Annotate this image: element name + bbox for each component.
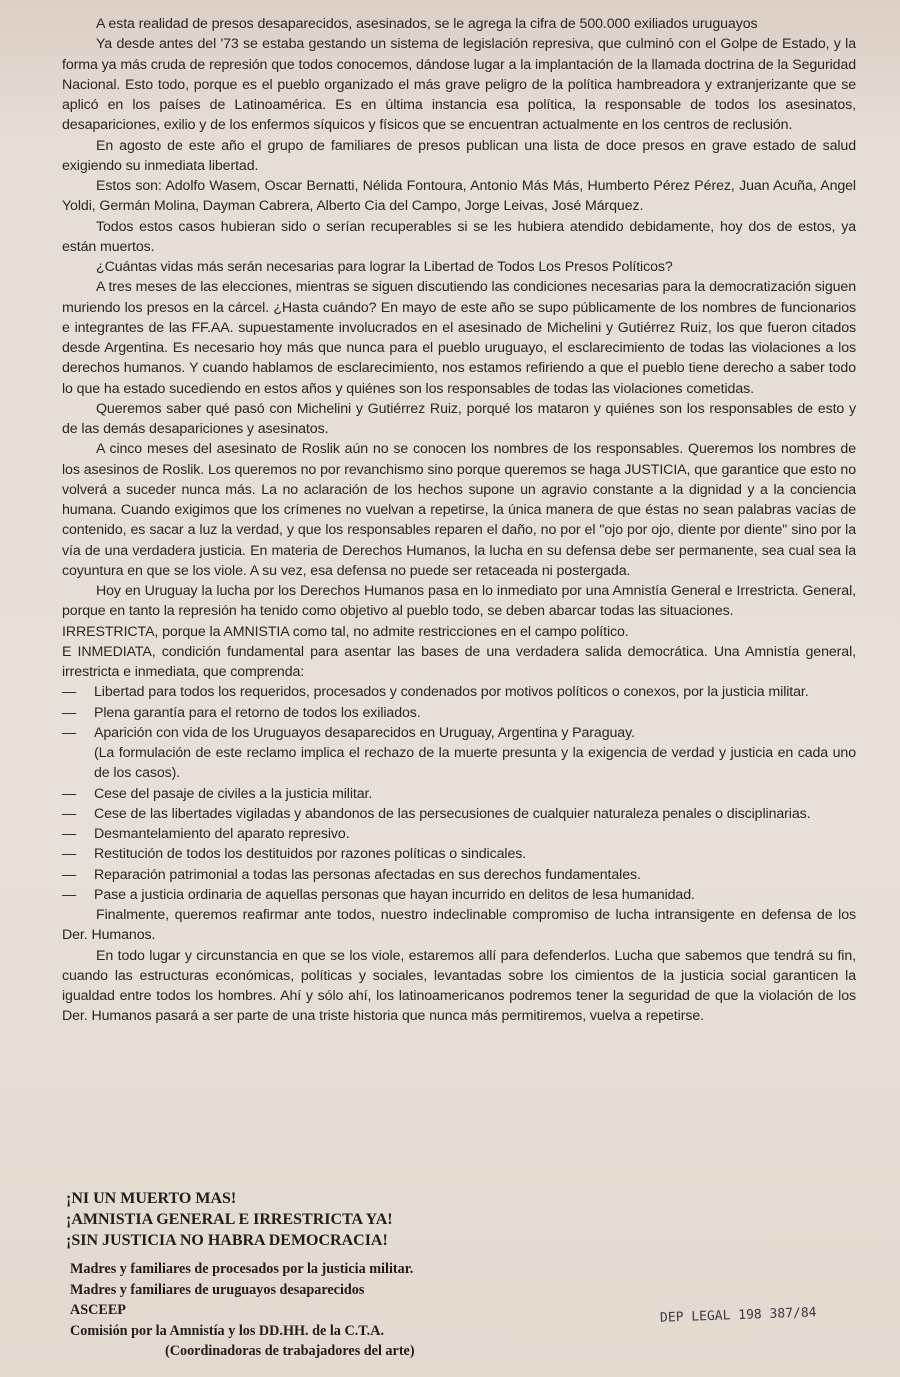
list-item-text: Reparación patrimonial a todas las personas afectadas en sus derechos fundamentales. <box>94 866 641 883</box>
closing-paragraph: Finalmente, queremos reafirmar ante todos, nuestro indeclinable compromiso de lucha intransigente en defensa de los Der. Humanos. <box>62 907 856 944</box>
dash-bullet: — <box>62 886 77 903</box>
inmediata-line: E INMEDIATA, condición fundamental para asentar las bases de una verdadera salida democrática. Una Amnistía general, irrestricta e inmediata, que comprenda: <box>62 643 856 680</box>
list-item <box>62 844 856 864</box>
dash-bullet: — <box>62 826 77 842</box>
list-item <box>62 865 856 885</box>
closing-paragraph: En todo lugar y circunstancia en que se los viole, estaremos allí para defenderlos. Lucha que sabemos que tendrá su fin, cuando las estructuras económicas, políticas y sociales, levantadas sobre los cimientos de la justicia social garanticen la igualdad entre todos los hombres. Ahí y sólo ahí, los latinoamericanos podremos tener la seguridad de que la violación de los Der. Humanos pasará a ser parte de una triste historia que nunca más permitiremos, vuelva a repetirse. <box>62 947 856 1025</box>
signatory: Comisión por la Amnistía y los DD.HH. de la C.T.A. <box>70 1322 384 1339</box>
paragraph: A esta realidad de presos desaparecidos, asesinados, se le agrega la cifra de 500.000 exiliados uruguayos <box>96 16 758 32</box>
slogan: ¡NI UN MUERTO MAS! <box>66 1190 237 1207</box>
legal-deposit-stamp: DEP LEGAL 198 387/84 <box>659 1305 817 1326</box>
slogan: ¡AMNISTIA GENERAL E IRRESTRICTA YA! <box>66 1211 393 1228</box>
list-item-text: Desmantelamiento del aparato represivo. <box>94 826 350 842</box>
signatory: Madres y familiares de procesados por la justicia militar. <box>70 1261 414 1277</box>
slogan: ¡SIN JUSTICIA NO HABRA DEMOCRACIA! <box>66 1232 388 1249</box>
list-item-note <box>62 743 856 784</box>
paragraph: Ya desde antes del '73 se estaba gestando un sistema de legislación represiva, que culminó con el Golpe de Estado, y la forma ya más cruda de represión que todos conocemos, dándose lugar a la implantación de la llamada doctrina de la Seguridad Nacional. Esto todo, porque es el pueblo organizado el más grave peligro de la política hambreadora y extranjerizante que se aplicó en los países de Latinoamérica. Es en última instancia esa política, la responsable de todos los asesinatos, desapariciones, exilio y de los enfermos síquicos y físicos que se encuentran actualmente en los centros de reclusión. <box>62 36 856 134</box>
paragraph: Hoy en Uruguay la lucha por los Derechos Humanos pasa en lo inmediato por una Amnistía General e Irrestricta. General, porque en tanto la represión ha tenido como objetivo al pueblo todo, se deben abarcar todas las situaciones. <box>62 583 856 620</box>
paragraph: Todos estos casos hubieran sido o serían recuperables si se les hubiera atendido debidamente, hoy dos de estos, ya están muertos. <box>62 218 856 255</box>
prisoner-list-paragraph: Estos son: Adolfo Wasem, Oscar Bernatti, Nélida Fontoura, Antonio Más Más, Humberto Pérez Pérez, Juan Acuña, Angel Yoldi, Germán Molina, Dayman Cabrera, Alberto Cia del Campo, Jorge Leivas, José Márquez. <box>62 178 856 215</box>
signatories <box>70 1259 415 1362</box>
paragraph: Queremos saber qué pasó con Michelini y Gutiérrez Ruiz, porqué los mataron y quiénes son los responsables de esto y de las demás desapariciones y asesinatos. <box>62 400 856 437</box>
signatory: ASCEEP <box>70 1302 126 1318</box>
question-paragraph: ¿Cuántas vidas más serán necesarias para lograr la Libertad de Todos Los Presos Políticos? <box>96 259 673 275</box>
slogans <box>66 1188 393 1251</box>
signatory: Madres y familiares de uruguayos desaparecidos <box>70 1281 365 1298</box>
dash-bullet: — <box>62 704 77 721</box>
signatory-note: (Coordinadoras de trabajadores del arte) <box>165 1343 415 1359</box>
list-item <box>62 703 856 723</box>
list-item-text: Pase a justicia ordinaria de aquellas personas que hayan incurrido en delitos de lesa humanidad. <box>94 886 695 903</box>
list-item-text: Cese de las libertades vigiladas y abandonos de las persecusiones de cualquier naturaleza penales o disciplinarias. <box>94 805 811 822</box>
irrestricta-line: IRRESTRICTA, porque la AMNISTIA como tal, no admite restricciones en el campo político. <box>62 623 629 640</box>
dash-bullet: — <box>62 785 77 802</box>
list-item-text: Plena garantía para el retorno de todos los exiliados. <box>94 704 421 721</box>
list-item <box>62 682 856 702</box>
list-item-text: (La formulación de este reclamo implica el rechazo de la muerte presunta y la exigencia de verdad y justicia en cada uno de los casos). <box>94 745 856 782</box>
dash-bullet: — <box>62 724 77 741</box>
dash-bullet: — <box>62 866 77 883</box>
list-item <box>62 824 856 844</box>
list-item-text: Cese del pasaje de civiles a la justicia militar. <box>94 785 373 802</box>
list-item-text: Aparición con vida de los Uruguayos desaparecidos en Uruguay, Argentina y Paraguay. <box>94 724 635 741</box>
dash-bullet: — <box>62 846 77 863</box>
list-item-text: Restitución de todos los destituidos por razones políticas o sindicales. <box>94 846 527 863</box>
paragraph: A tres meses de las elecciones, mientras se siguen discutiendo las condiciones necesarias para la democratización siguen muriendo los presos en la cárcel. ¿Hasta cuándo? En mayo de este año se supo públicamente de los nombres de funcionarios e integrantes de las FF.AA. supuestamente involucrados en el asesinado de Michelini y Gutiérrez Ruiz, los que fueron citados desde Argentina. Es necesario hoy más que nunca para el pueblo uruguayo, el esclarecimiento de todas las violaciones a los derechos humanos. Y cuando hablamos de esclarecimiento, nos estamos refiriendo a que el pueblo tiene derecho a saber todo lo que ha estado sucediendo en estos años y quiénes son los responsables de todas las violaciones cometidas. <box>62 279 856 397</box>
paragraph: En agosto de este año el grupo de familiares de presos publican una lista de doce presos en grave estado de salud exigiendo su inmediata libertad. <box>62 137 856 174</box>
dash-bullet: — <box>62 805 77 822</box>
list-item <box>62 784 856 804</box>
list-item <box>62 723 856 743</box>
body-text <box>62 14 856 1027</box>
list-item <box>62 885 856 905</box>
demands-list <box>62 682 856 905</box>
paragraph: A cinco meses del asesinato de Roslik aún no se conocen los nombres de los responsables. Queremos los nombres de los asesinos de Roslik. Los queremos no por revanchismo sino porque queremos se haga JUSTICIA, que garantice que esto no volverá a suceder nunca más. La no aclaración de los hechos supone un agravio constante a la dignidad y a la conciencia humana. Cuando exigimos que los crímenes no vuelvan a repetirse, la única manera de que éstas no sean palabras vacías de contenido, es sacar a luz la verdad, y que los responsables reparen el daño, no por el "ojo por ojo, diente por diente" sino por la vía de una verdadera justicia. En materia de Derechos Humanos, la lucha en su defensa debe ser permanente, sea cual sea la coyuntura en que se los viole. A su vez, esa defensa no puede ser retaceada ni postergada. <box>62 441 856 579</box>
list-item <box>62 804 856 824</box>
dash-bullet <box>62 743 94 784</box>
dash-bullet: — <box>62 684 77 701</box>
list-item-text: Libertad para todos los requeridos, procesados y condenados por motivos políticos o conexos, por la justicia militar. <box>94 684 809 701</box>
